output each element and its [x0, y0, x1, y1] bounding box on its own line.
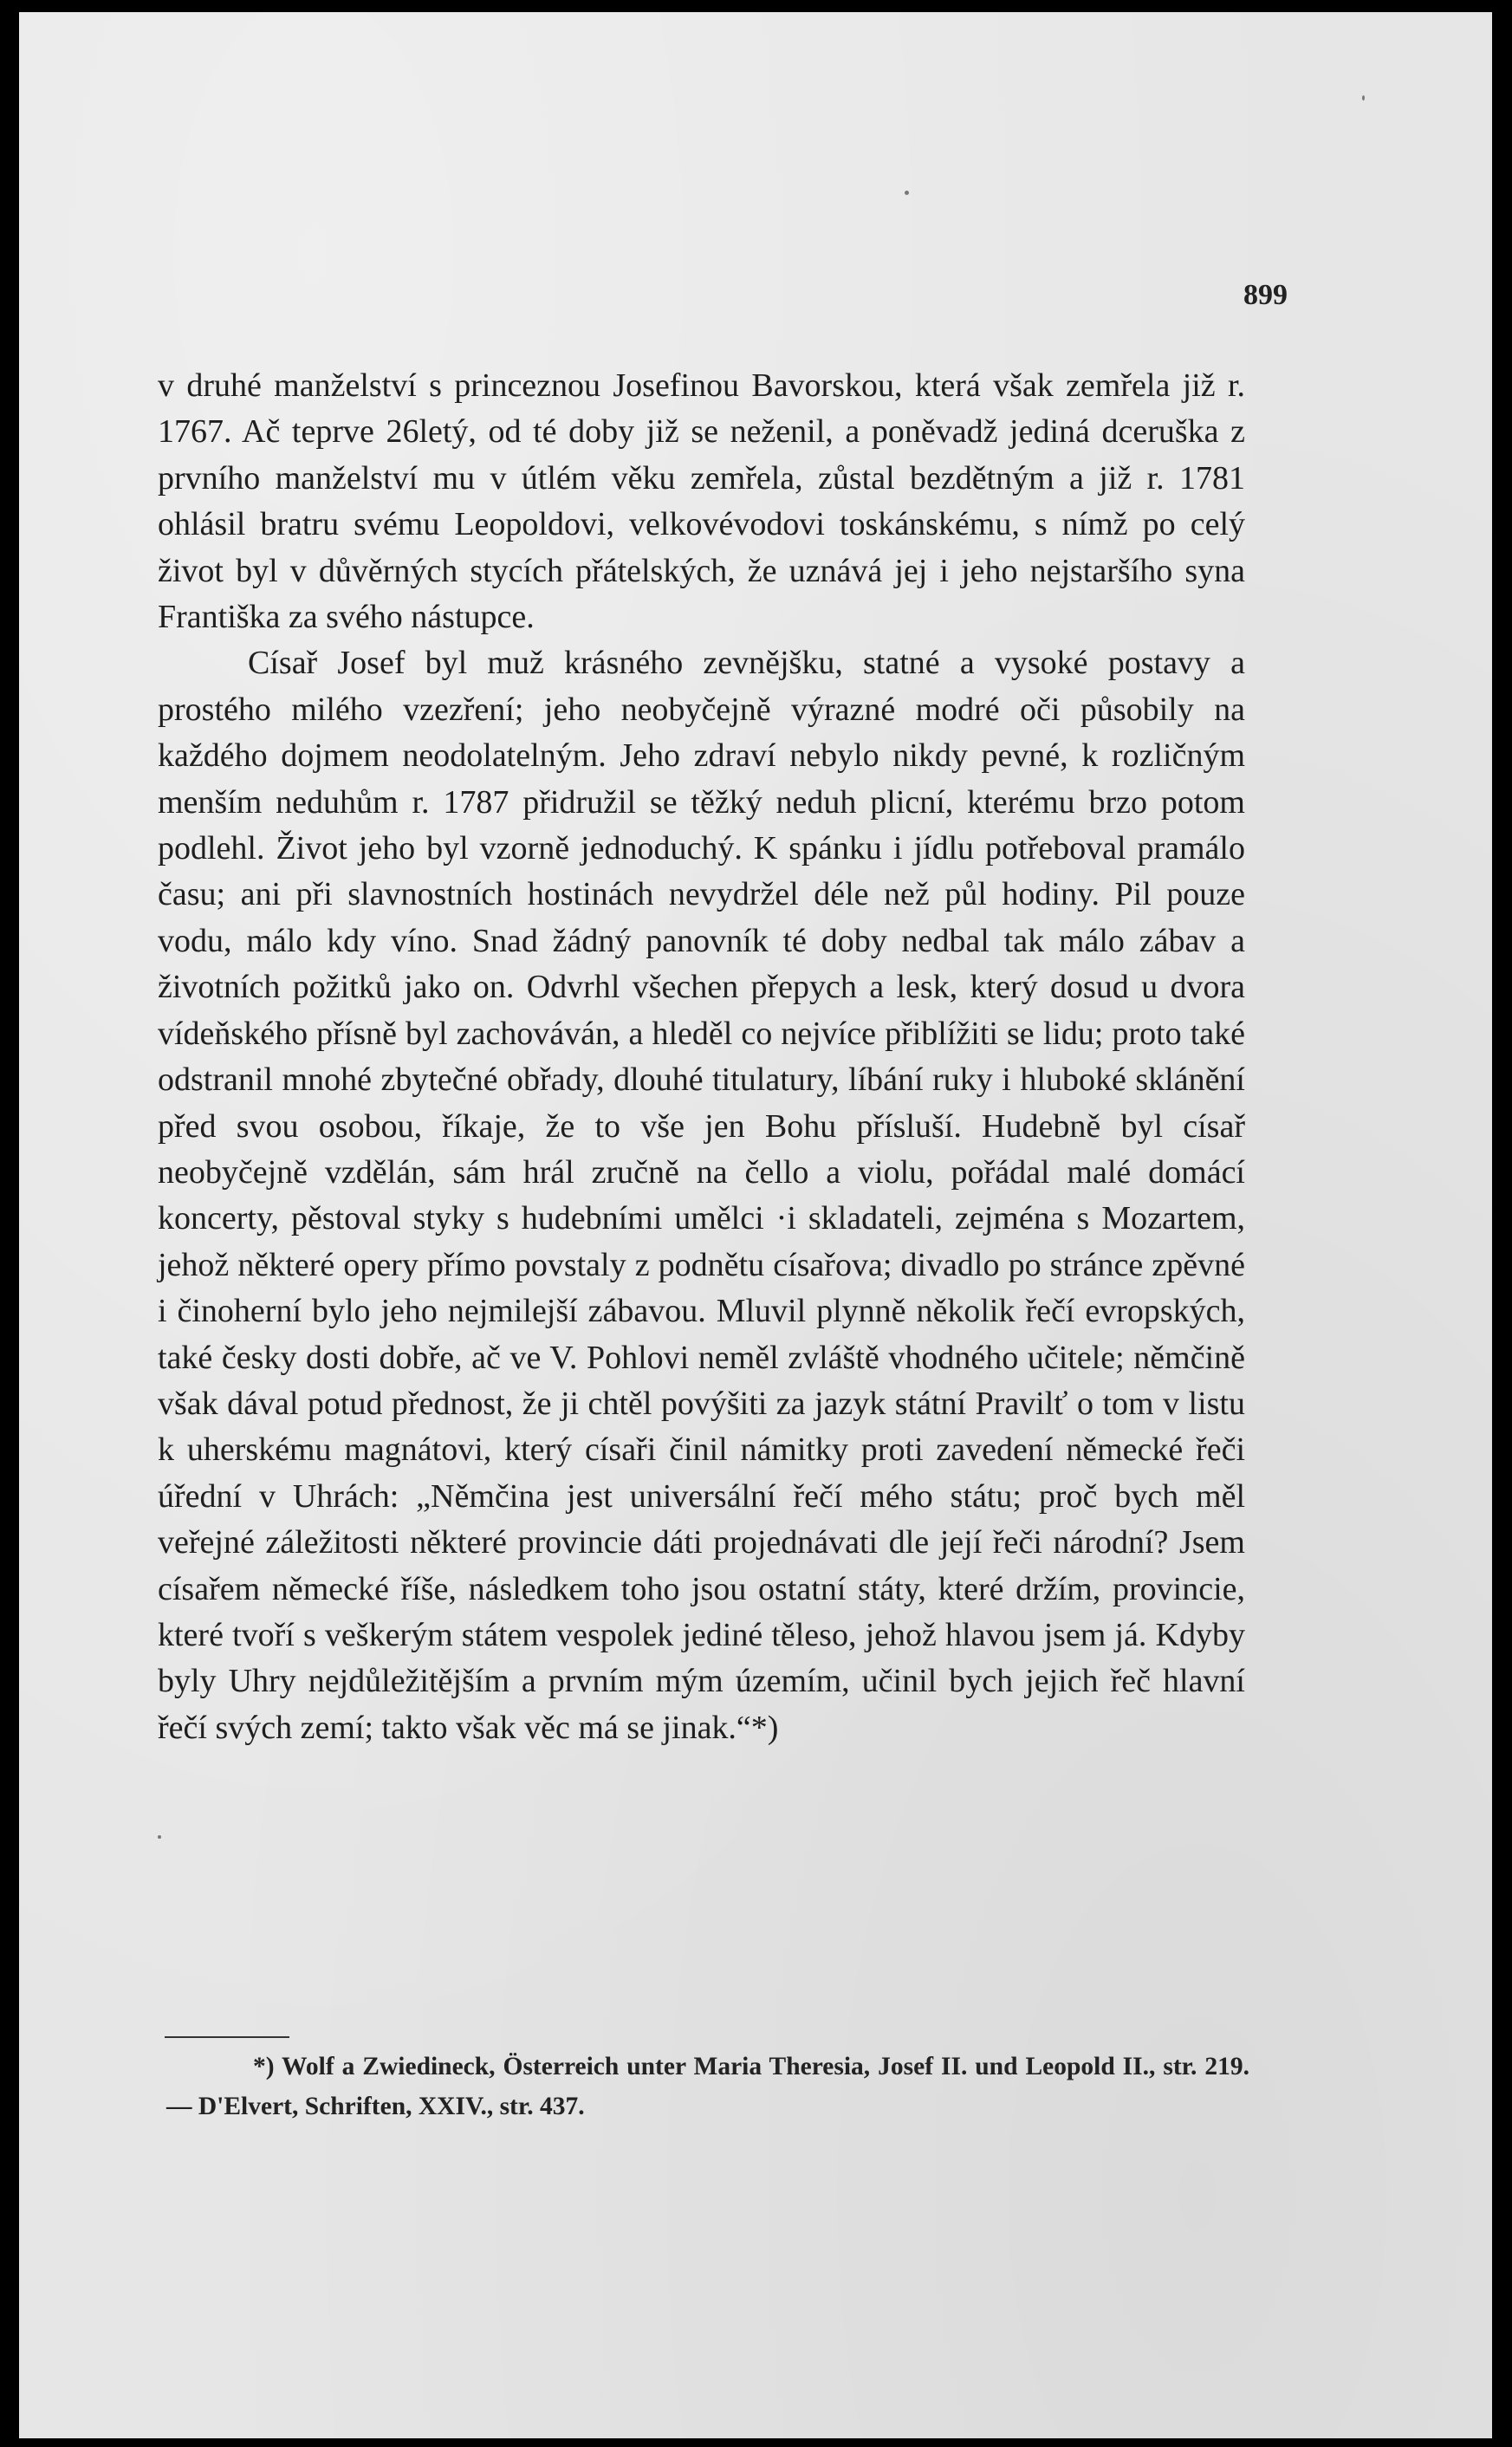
- body-text: [158, 363, 1245, 1751]
- footnote-text: *) Wolf a Zwiedineck, Österreich unter Maria Theresia, Josef II. und Leopold II., str. 219. — D'Elvert, Schriften, XXIV., str. 437.: [166, 2053, 1249, 2120]
- paper-speck: [1362, 95, 1365, 101]
- paper-speck: [158, 1835, 161, 1839]
- paragraph-1: v druhé manželství s princeznou Josefinou Bavorskou, která však zemřela již r. 1767. Ač teprve 26letý, od té doby již se neženil, a poněvadž jediná dceruška z prvního manželství mu v útlém věku zemřela, zůstal bezdětným a již r. 1781 ohlásil bratru svému Leopoldovi, velkovévodovi toskánskému, s nímž po celý život byl v důvěrných stycích přátelských, že uznává jej i jeho nejstaršího syna Františka za svého nástupce.: [158, 367, 1245, 636]
- page-number: 899: [1243, 279, 1288, 311]
- paragraph-2: Císař Josef byl muž krásného zevnějšku, statné a vysoké postavy a prostého milého vzezření; jeho neobyčejně výrazné modré oči působily na každého dojmem neodolatelným. Jeho zdraví nebylo nikdy pevné, k rozličným menším neduhům r. 1787 přidružil se těžký neduh plicní, kterému brzo potom podlehl. Život jeho byl vzorně jednoduchý. K spánku i jídlu potřeboval pramálo času; ani při slavnostních hostinách nevydržel déle než půl hodiny. Pil pouze vodu, málo kdy víno. Snad žádný panovník té doby nedbal tak málo zábav a životních požitků jako on. Odvrhl všechen přepych a lesk, který dosud u dvora vídeňského přísně byl zachováván, a hleděl co nejvíce přiblížiti se lidu; proto také odstranil mnohé zbytečné obřady, dlouhé titulatury, líbání ruky i hluboké sklánění před svou osobou, říkaje, že to vše jen Bohu přísluší. Hudebně byl císař neobyčejně vzdělán, sám hrál zručně na čello a violu, pořádal malé domácí koncerty, pěstoval styky s hudebními umělci ·i skladateli, zejména s Mozartem, jehož některé opery přímo povstaly z podnětu císařova; divadlo po stránce zpěvné i činoherní bylo jeho nejmilejší zábavou. Mluvil plynně několik řečí evropských, také česky dosti dobře, ač ve V. Pohlovi neměl zvláště vhodného učitele; němčině však dával potud přednost, že ji chtěl povýšiti za jazyk státní Pravilť o tom v listu k uherskému magnátovi, který císaři činil námitky proti zavedení německé řeči úřední v Uhrách: „Němčina jest universální řečí mého státu; proč bych měl veřejné záležitosti některé provincie dáti projednávati dle její řeči národní? Jsem císařem německé říše, následkem toho jsou ostatní státy, které držím, provincie, které tvoří s veškerým státem vespolek jediné těleso, jehož hlavou jsem já. Kdyby byly Uhry nejdůležitějším a prvním mým územím, učinil bych jejich řeč hlavní řečí svých zemí; takto však věc má se jinak.“*): [158, 645, 1245, 1746]
- paper-speck: [905, 191, 909, 195]
- book-page: [19, 12, 1492, 2438]
- footnote: [166, 2047, 1249, 2126]
- footnote-separator: [165, 2036, 289, 2038]
